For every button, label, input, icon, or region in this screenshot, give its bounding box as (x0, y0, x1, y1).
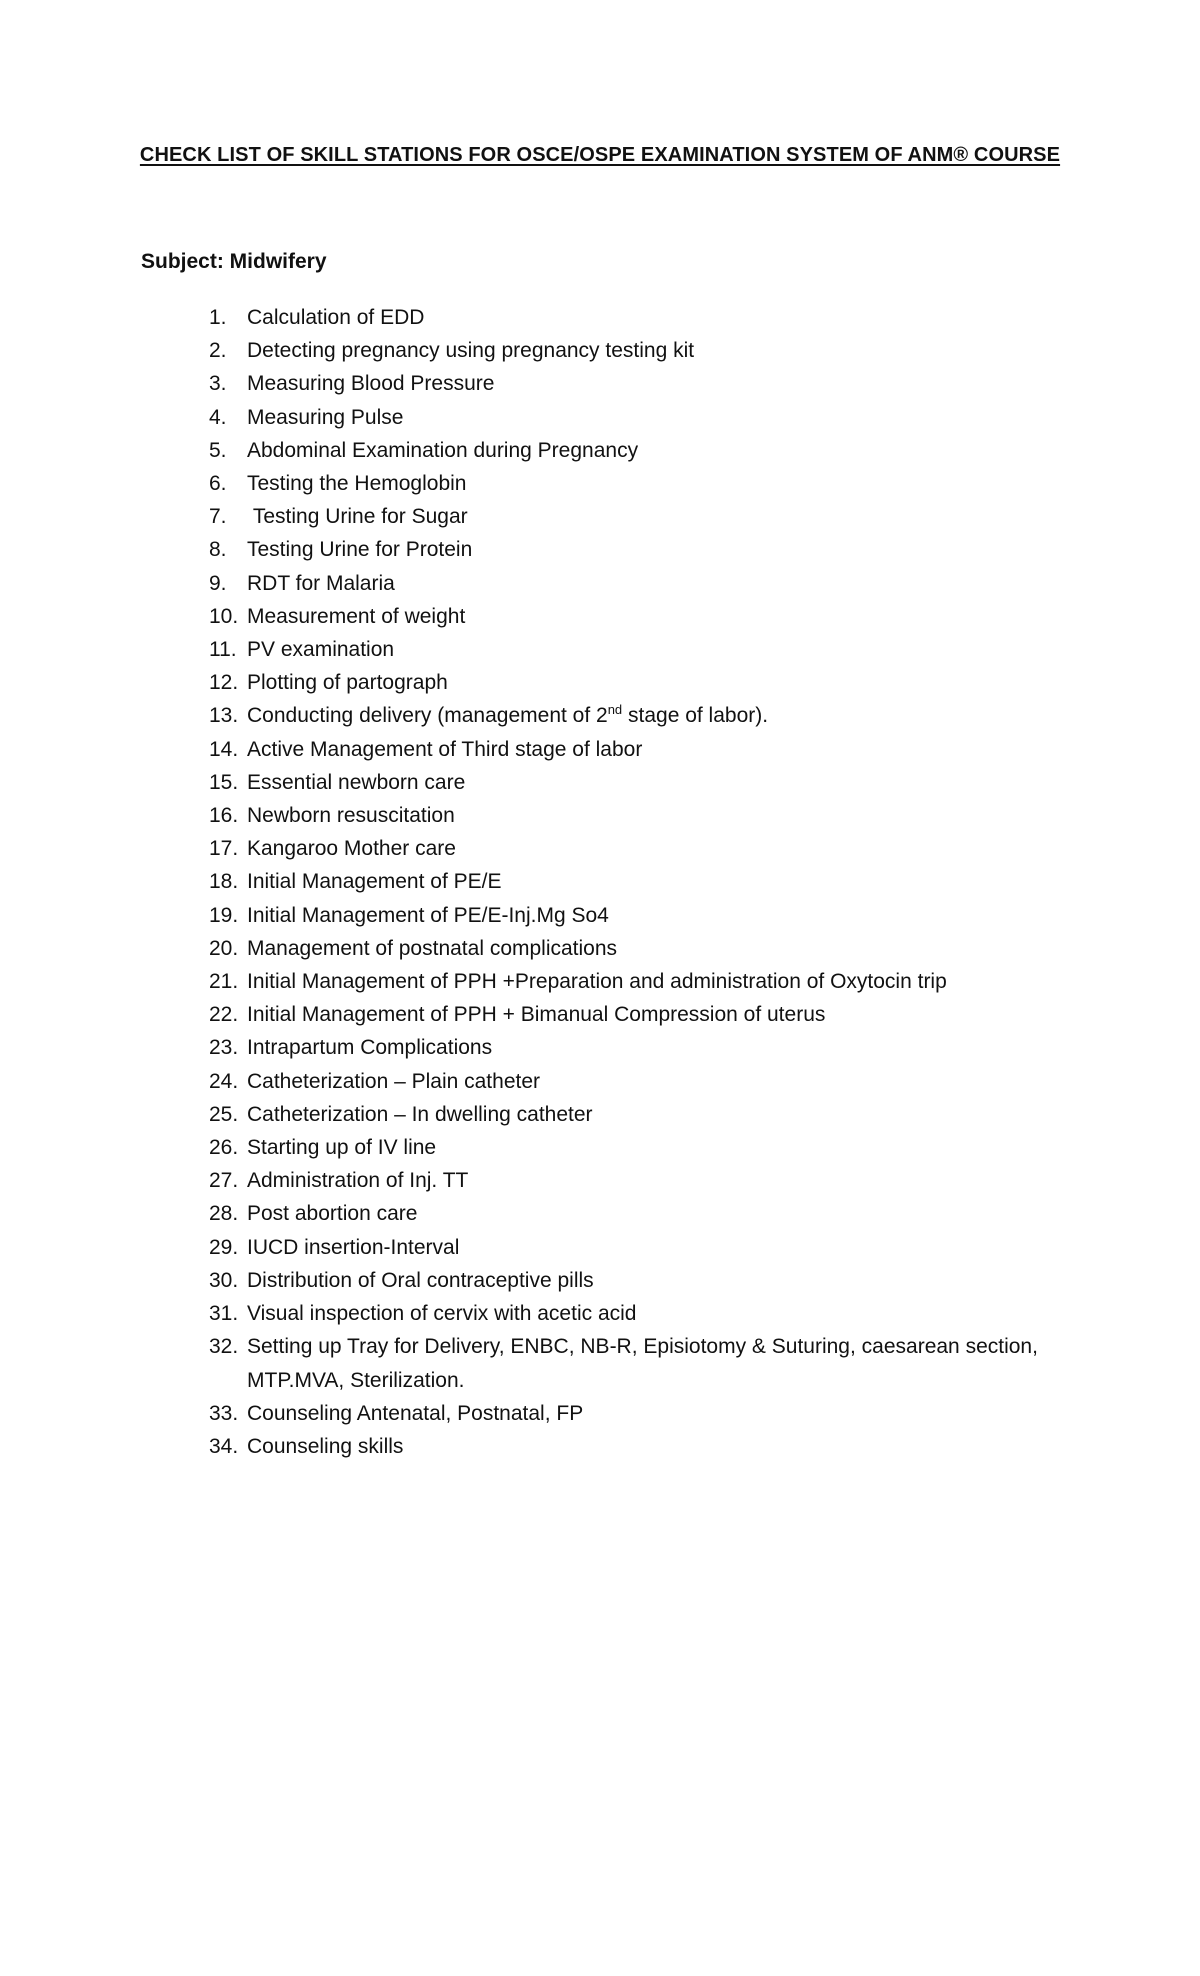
list-item (0, 434, 1200, 467)
list-item (0, 799, 1200, 832)
list-item-text: Initial Management of PE/E-Inj.Mg So4 (247, 903, 609, 927)
list-item-number: 31. (209, 1302, 239, 1326)
list-item (0, 832, 1200, 865)
list-item-text: Initial Management of PE/E (247, 870, 502, 894)
list-item-number: 20. (209, 936, 239, 960)
list-item (0, 367, 1200, 400)
list-item-text: RDT for Malaria (247, 571, 395, 595)
list-item-text: Testing the Hemoglobin (247, 472, 467, 496)
list-item-number: 26. (209, 1136, 239, 1160)
list-item-text: Calculation of EDD (247, 306, 425, 329)
list-item-text: PV examination (247, 638, 395, 662)
list-item-text: Newborn resuscitation (247, 804, 455, 828)
list-item (0, 1031, 1200, 1064)
list-item (0, 401, 1200, 434)
list-item-text: Testing Urine for Protein (247, 538, 473, 562)
list-item (0, 1197, 1200, 1230)
list-item-text: Abdominal Examination during Pregnancy (247, 438, 639, 462)
list-item (0, 1264, 1200, 1297)
list-item-number: 1. (209, 306, 227, 329)
list-item-text: Initial Management of PPH +Preparation and administration of Oxytocin trip (247, 970, 947, 994)
list-item-number: 2. (209, 339, 227, 363)
list-item-text: Setting up Tray for Delivery, ENBC, NB-R, Episiotomy & Suturing, caesarean section, MTP.MVA, Sterilization. (247, 1335, 1044, 1392)
list-item-text: Catheterization – In dwelling catheter (247, 1102, 593, 1126)
list-item-text: Intrapartum Complications (247, 1036, 493, 1060)
list-item-text: Administration of Inj. TT (247, 1169, 469, 1193)
list-item-text: Essential newborn care (247, 770, 466, 794)
list-item (0, 467, 1200, 500)
list-item-text: Post abortion care (247, 1202, 418, 1226)
list-item-number: 23. (209, 1036, 239, 1060)
list-item (0, 1231, 1200, 1264)
list-item-text: Visual inspection of cervix with acetic acid (247, 1302, 637, 1326)
list-item (0, 965, 1200, 998)
list-item-text-part: stage of labor). (622, 704, 769, 728)
list-item (0, 1164, 1200, 1197)
list-item (0, 1065, 1200, 1098)
list-item-text: Counseling skills (247, 1434, 404, 1458)
list-item-number: 19. (209, 903, 239, 927)
subject-heading: Subject: Midwifery (141, 250, 327, 273)
list-item-number: 22. (209, 1003, 239, 1027)
list-item-text: Plotting of partograph (247, 671, 448, 695)
list-item-number: 30. (209, 1268, 239, 1292)
list-item (0, 633, 1200, 666)
list-item-number: 7. (209, 505, 227, 529)
list-item (0, 733, 1200, 766)
list-item-number: 21. (209, 970, 239, 994)
list-item-number: 15. (209, 770, 239, 794)
list-item (0, 1397, 1200, 1430)
list-item-number: 11. (209, 638, 237, 662)
list-item-text: Measuring Blood Pressure (247, 372, 495, 396)
list-item-number: 10. (209, 604, 239, 628)
list-item-text: Management of postnatal complications (247, 936, 618, 960)
list-item-number: 12. (209, 671, 239, 695)
list-item (0, 1430, 1200, 1463)
list-item-text: Initial Management of PPH + Bimanual Compression of uterus (247, 1003, 826, 1027)
list-item-number: 13. (209, 704, 239, 728)
list-item (0, 600, 1200, 633)
list-item (0, 865, 1200, 898)
list-item-number: 6. (209, 472, 227, 496)
list-item-number: 9. (209, 571, 227, 595)
list-item (0, 500, 1200, 533)
list-item (0, 1131, 1200, 1164)
list-item-text (247, 699, 1067, 732)
list-item-number: 17. (209, 837, 239, 861)
list-item-number: 25. (209, 1102, 239, 1126)
list-item (0, 1098, 1200, 1131)
list-item-number: 29. (209, 1235, 239, 1259)
list-item (0, 766, 1200, 799)
list-item-text: Measurement of weight (247, 604, 466, 628)
list-item-text-part: Conducting delivery (management of 2 (247, 704, 608, 728)
list-item-number: 33. (209, 1401, 239, 1425)
list-item-number: 28. (209, 1202, 239, 1226)
list-item-number: 4. (209, 405, 227, 429)
list-item (0, 1330, 1200, 1396)
list-item-number: 14. (209, 737, 239, 761)
list-item-text: Counseling Antenatal, Postnatal, FP (247, 1401, 584, 1425)
page-title: CHECK LIST OF SKILL STATIONS FOR OSCE/OSPE EXAMINATION SYSTEM OF ANM® COURSE (139, 144, 1061, 166)
list-item-text: Active Management of Third stage of labor (247, 737, 643, 761)
list-item-text: Measuring Pulse (247, 405, 404, 429)
list-item-text: Detecting pregnancy using pregnancy testing kit (247, 339, 695, 363)
list-item-text: Testing Urine for Sugar (247, 505, 468, 529)
list-item-number: 27. (209, 1169, 239, 1193)
list-item-number: 18. (209, 870, 239, 894)
list-item (0, 699, 1200, 732)
list-item-number: 24. (209, 1069, 239, 1093)
list-item (0, 998, 1200, 1031)
list-item (0, 567, 1200, 600)
skill-station-list (0, 301, 1200, 1463)
list-item-number: 5. (209, 438, 227, 462)
list-item-text: IUCD insertion-Interval (247, 1235, 460, 1259)
list-item (0, 533, 1200, 566)
ordinal-superscript: nd (607, 702, 623, 718)
list-item-text: Kangaroo Mother care (247, 837, 456, 861)
list-item-number: 16. (209, 804, 239, 828)
list-item (0, 666, 1200, 699)
list-item-text: Catheterization – Plain catheter (247, 1069, 541, 1093)
list-item (0, 932, 1200, 965)
list-item-text: Distribution of Oral contraceptive pills (247, 1268, 594, 1292)
list-item (0, 334, 1200, 367)
list-item-number: 3. (209, 372, 227, 396)
list-item (0, 899, 1200, 932)
list-item (0, 1297, 1200, 1330)
list-item-number: 8. (209, 538, 227, 562)
list-item-text: Starting up of IV line (247, 1136, 437, 1160)
list-item-number: 32. (209, 1335, 239, 1359)
list-item-number: 34. (209, 1434, 239, 1458)
list-item (0, 301, 1200, 334)
